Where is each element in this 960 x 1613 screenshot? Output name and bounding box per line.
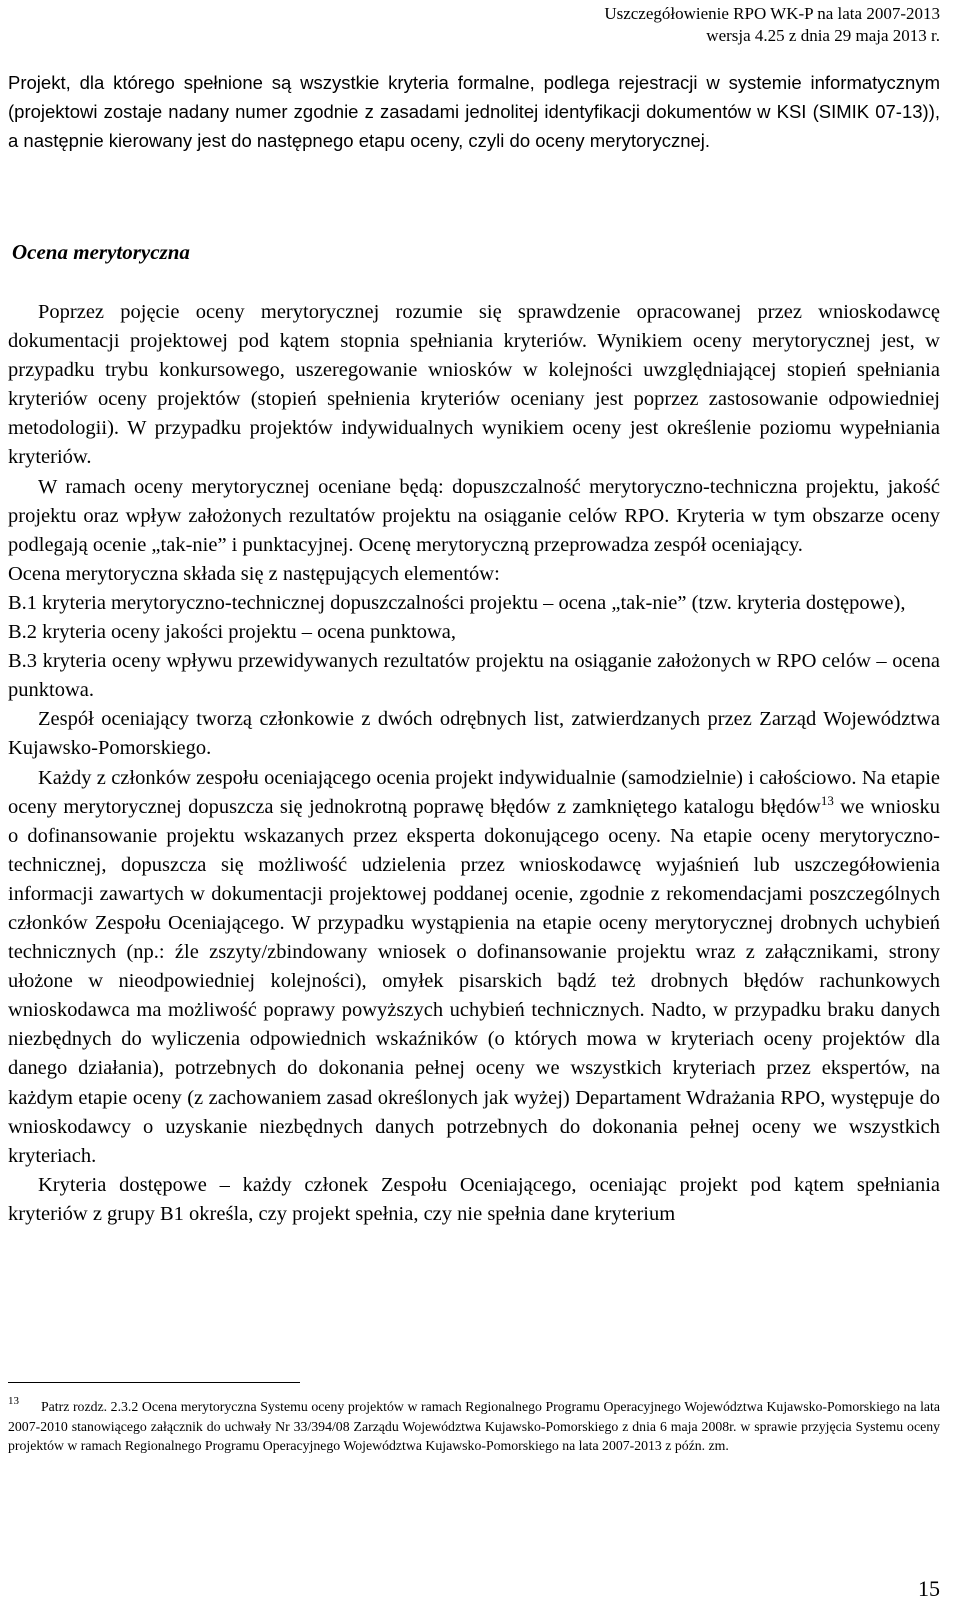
list-item-b1: B.1 kryteria merytoryczno-technicznej dopuszczalności projektu – ocena „tak-nie” (tzw. kryteria dostępowe), [8,591,906,614]
paragraph-evaluation [8,764,940,1171]
paragraph-definition: Poprzez pojęcie oceny merytorycznej rozumie się sprawdzenie opracowanej przez wnioskodawcę dokumentacji projektowej pod kątem stopnia spełniania kryteriów. Wynikiem oceny merytorycznej jest, w przypadku trybu konkursowego, uszeregowanie wniosków w kolejności uwzględniającej stopień spełniania kryteriów oceny projektów (stopień spełnienia kryteriów oceniany jest poprzez zastosowanie odpowiedniej metodologii). W przypadku projektów indywidualnych wynikiem oceny jest określenie poziomu wypełniania kryteriów. [8,301,940,469]
footnote-reference[interactable]: 13 [820,792,834,808]
footnote-number: 13 [8,1395,19,1407]
paragraph-team: Zespół oceniający tworzą członkowie z dwóch odrębnych list, zatwierdzanych przez Zarząd Województwa Kujawsko-Pomorskiego. [8,708,940,760]
footnote-text: Patrz rozdz. 2.3.2 Ocena merytoryczna Systemu oceny projektów w ramach Regionalnego Programu Operacyjnego Województwa Kujawsko-Pomorskiego na lata 2007-2010 stanowiącego załącznik do uchwały Nr 33/394/08 Zarządu Województwa Kujawsko-Pomorskiego z dnia 6 maja 2008r. w sprawie przyjęcia Systemu oceny projektów w ramach Regionalnego Programu Operacyjnego Województwa Kujawsko-Pomorskiego na lata 2007-2013 z późn. zm. [8,1399,940,1454]
paragraph-access-criteria: Kryteria dostępowe – każdy członek Zespołu Oceniającego, oceniając projekt pod kątem spełniania kryteriów z grupy B1 określa, czy projekt spełnia, czy nie spełnia dane kryterium [8,1173,940,1225]
section-title: Ocena merytoryczna [12,240,190,264]
paragraph-scope: W ramach oceny merytorycznej oceniane będą: dopuszczalność merytoryczno-techniczna projektu, jakość projektu oraz wpływ założonych rezultatów projektu na osiąganie celów RPO. Kryteria w tym obszarze oceny podlegają ocenie „tak-nie” i punktacyjnej. Ocenę merytoryczną przeprowadza zespół oceniający. [8,475,940,556]
paragraph-evaluation-start: Każdy z członków zespołu oceniającego ocenia projekt indywidualnie (samodzielnie) i całościowo. Na etapie oceny merytorycznej dopuszcza się jednokrotną poprawę błędów z zamkniętego katalogu błędów [8,766,940,818]
page-header [604,3,940,47]
paragraph-evaluation-rest: we wniosku o dofinansowanie projektu wskazanych przez eksperta dokonującego oceny. Na etapie oceny merytoryczno-technicznej, dopuszcza się możliwość udzielenia przez wnioskodawcę wyjaśnień lub uszczegółowienia informacji zawartych w dokumentacji projektowej poddanej ocenie, zgodnie z rekomendacjami poszczególnych członków Zespołu Oceniającego. W przypadku wystąpienia na etapie oceny merytorycznej drobnych uchybień technicznych (np.: źle zszyty/zbindowany wniosek o dofinansowanie projektu wraz z załącznikami, strony ułożone w nieodpowiedniej kolejności), omyłek pisarskich bądź też drobnych błędów rachunkowych wnioskodawca ma możliwość poprawy powyższych uchybień technicznych. Nadto, w przypadku braku danych niezbędnych do wyliczenia odpowiednich wskaźników (o których mowa w kryteriach oceny projektów dla danego działania), potrzebnych do dokonania pełnej oceny we wszystkich kryteriach przez ekspertów, na każdym etapie oceny (z zachowaniem zasad określonych jak wyżej) Departament Wdrażania RPO, występuje do wnioskodawcy o uzyskanie niezbędnych danych potrzebnych do dokonania pełnej oceny we wszystkich kryteriach. [8,795,940,1167]
list-item-b2: B.2 kryteria oceny jakości projektu – ocena punktowa, [8,621,457,644]
page-number: 15 [918,1576,940,1601]
list-item-b3: B.3 kryteria oceny wpływu przewidywanych rezultatów projektu na osiąganie założonych w RPO celów – ocena punktowa. [8,650,940,702]
header-title: Uszczegółowienie RPO WK-P na lata 2007-2013 [604,4,940,23]
header-version: wersja 4.25 z dnia 29 maja 2013 r. [706,26,940,45]
section-body [8,298,940,1229]
footnote-separator [8,1382,300,1383]
footnote [8,1392,940,1456]
intro-paragraph: Projekt, dla którego spełnione są wszystkie kryteria formalne, podlega rejestracji w systemie informatycznym (projektowi zostaje nadany numer zgodnie z zasadami jednolitej identyfikacji dokumentów w KSI (SIMIK 07-13)), a następnie kierowany jest do następnego etapu oceny, czyli do oceny merytorycznej. [8,72,940,151]
paragraph-elements-intro: Ocena merytoryczna składa się z następujących elementów: [8,562,500,585]
